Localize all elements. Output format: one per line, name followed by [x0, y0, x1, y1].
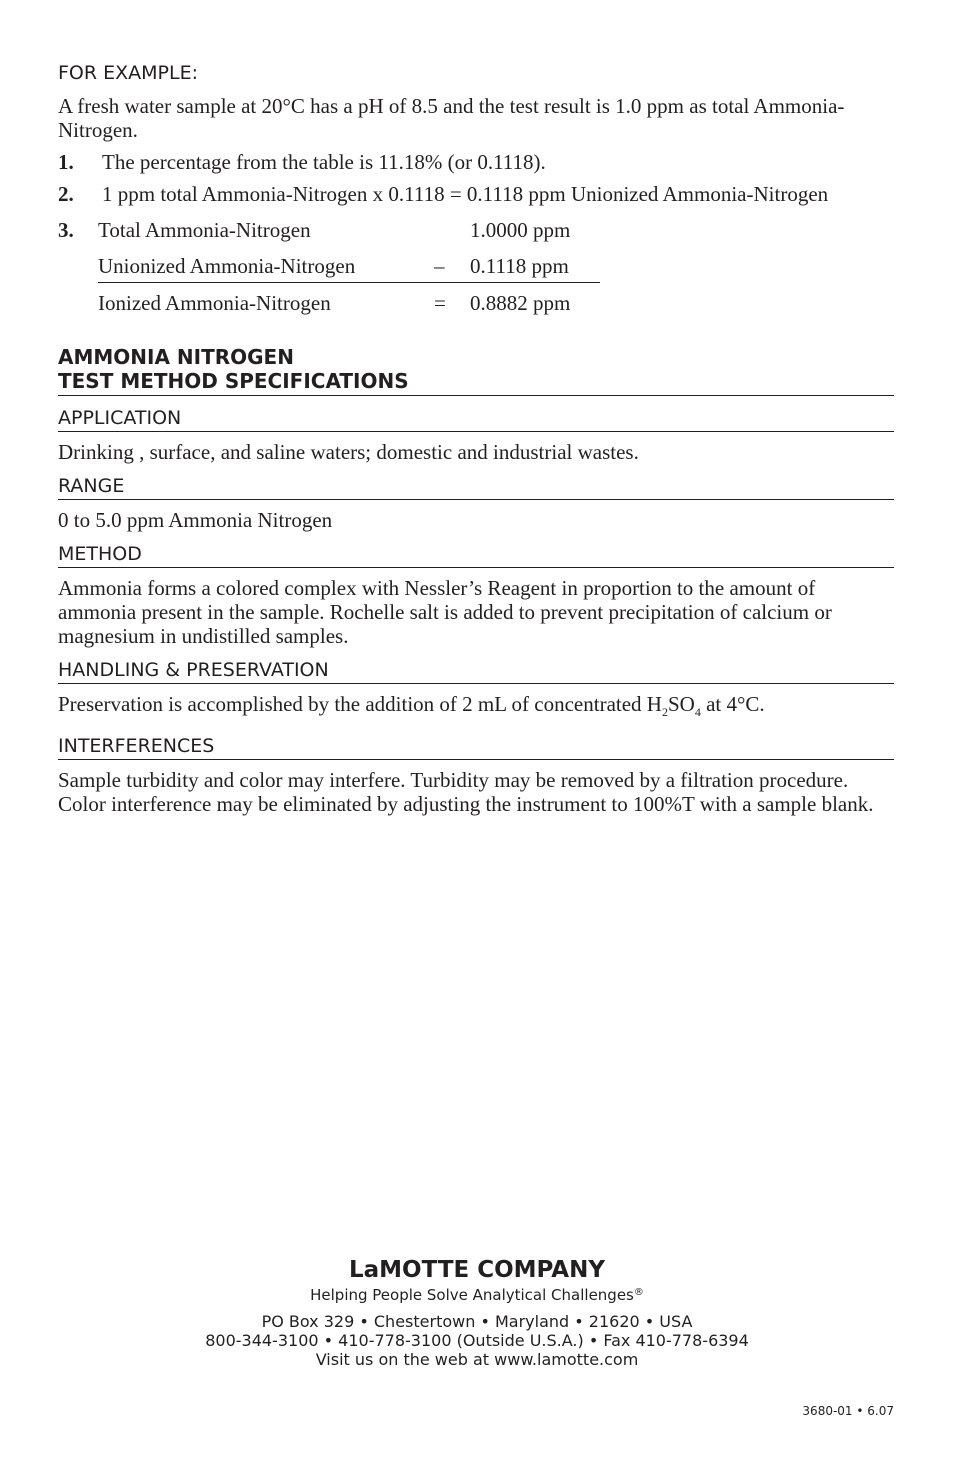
- step-2: [58, 182, 894, 206]
- calc-operator: =: [434, 291, 446, 315]
- spec-title-line2: TEST METHOD SPECIFICATIONS: [58, 369, 409, 393]
- web-line: Visit us on the web at www.lamotte.com: [315, 1350, 639, 1369]
- method-text: Ammonia forms a colored complex with Nessler’s Reagent in proportion to the amount of ammonia present in the sample. Rochelle salt is added to prevent precipitation of calcium or magnesium in undistilled samples.: [58, 576, 832, 648]
- tagline-text: Helping People Solve Analytical Challenges: [310, 1286, 634, 1304]
- calc-operator: –: [434, 254, 445, 278]
- step-text: 1 ppm total Ammonia-Nitrogen x 0.1118 = 0.1118 ppm Unionized Ammonia-Nitrogen: [102, 182, 829, 206]
- interferences-text: Sample turbidity and color may interfere. Turbidity may be removed by a filtration procedure. Color interference may be eliminated by adjusting the instrument to 100%T with a sample blank.: [58, 768, 874, 816]
- application-heading: APPLICATION: [58, 406, 894, 432]
- page-content: [58, 60, 894, 816]
- specifications-title: [58, 345, 894, 396]
- registered-mark: ®: [633, 1287, 644, 1298]
- calc-value: 1.0000 ppm: [470, 218, 571, 242]
- calc-row-total: [98, 218, 600, 254]
- handling-text-after: at 4°C.: [700, 692, 765, 716]
- example-heading: FOR EXAMPLE:: [58, 62, 198, 84]
- range-text: 0 to 5.0 ppm Ammonia Nitrogen: [58, 508, 333, 532]
- step-number: 1.: [58, 150, 74, 174]
- calc-label: Ionized Ammonia-Nitrogen: [98, 291, 331, 315]
- range-heading: RANGE: [58, 474, 894, 500]
- contact-block: [0, 1312, 954, 1369]
- example-intro: A fresh water sample at 20°C has a pH of 8.5 and the test result is 1.0 ppm as total Ammonia-Nitrogen.: [58, 94, 845, 142]
- handling-text-so: SO: [667, 692, 695, 716]
- spec-title-line1: AMMONIA NITROGEN: [58, 345, 294, 369]
- address-line: PO Box 329 • Chestertown • Maryland • 21620 • USA: [261, 1312, 693, 1331]
- step-text: The percentage from the table is 11.18% (or 0.1118).: [102, 150, 546, 174]
- calc-row-unionized: [98, 254, 600, 283]
- document-code: 3680-01 • 6.07: [802, 1404, 894, 1418]
- handling-text-before: Preservation is accomplished by the addition of 2 mL of concentrated H: [58, 692, 662, 716]
- step-number: 2.: [58, 182, 74, 206]
- calculation-table: [98, 218, 600, 327]
- calc-value: 0.1118 ppm: [470, 254, 569, 278]
- step-1: [58, 150, 894, 174]
- company-name: LaMOTTE COMPANY: [348, 1257, 605, 1283]
- calc-label: Unionized Ammonia-Nitrogen: [98, 254, 356, 278]
- footer: [0, 1256, 954, 1369]
- handling-heading: HANDLING & PRESERVATION: [58, 658, 894, 684]
- subscript-2: 2: [661, 705, 668, 719]
- subscript-4: 4: [694, 705, 701, 719]
- step-number: 3.: [58, 218, 74, 242]
- calc-row-ionized: [98, 291, 600, 327]
- calc-label: Total Ammonia-Nitrogen: [98, 218, 311, 242]
- phone-line: 800-344-3100 • 410-778-3100 (Outside U.S.A.) • Fax 410-778-6394: [205, 1331, 749, 1350]
- interferences-heading: INTERFERENCES: [58, 734, 894, 760]
- calc-value: 0.8882 ppm: [470, 291, 571, 315]
- step-3-calculation: [58, 218, 894, 327]
- company-tagline: [0, 1284, 954, 1304]
- handling-text: [58, 692, 894, 724]
- application-text: Drinking , surface, and saline waters; domestic and industrial wastes.: [58, 440, 639, 464]
- method-heading: METHOD: [58, 542, 894, 568]
